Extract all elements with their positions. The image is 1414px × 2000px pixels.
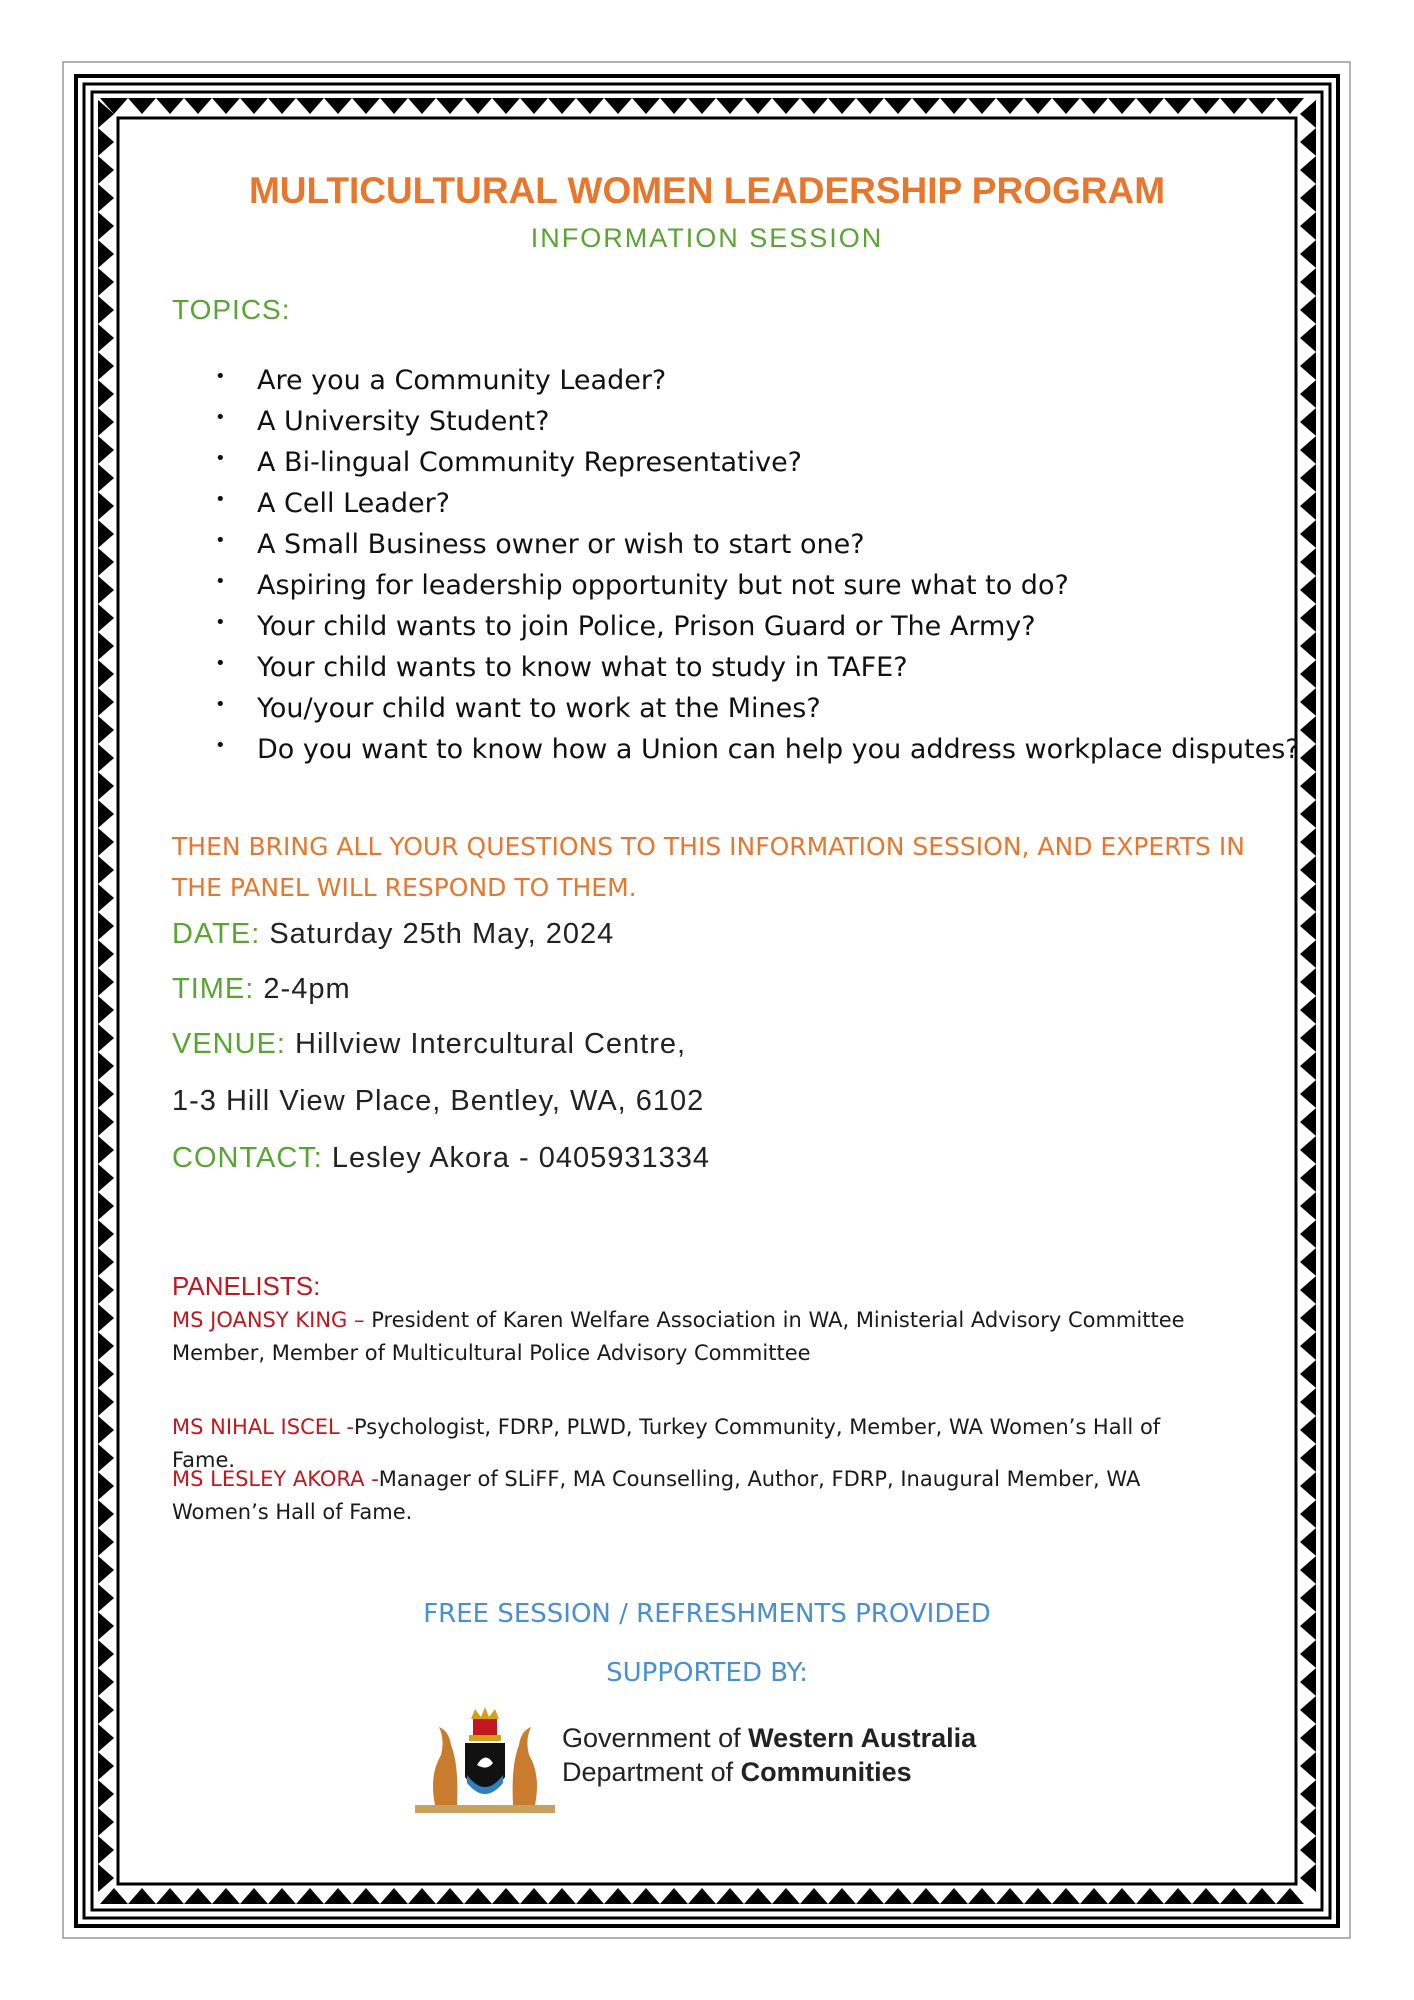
border-triangle <box>1300 632 1316 660</box>
border-triangle <box>98 1304 114 1332</box>
border-triangle <box>1108 1888 1136 1904</box>
border-triangle <box>408 98 436 114</box>
border-triangle <box>1300 912 1316 940</box>
border-triangle <box>98 436 114 464</box>
border-triangle <box>98 352 114 380</box>
time-value: 2-4pm <box>263 973 351 1005</box>
border-triangle <box>1276 98 1304 114</box>
border-triangle <box>1164 1888 1192 1904</box>
border-triangle <box>184 1888 212 1904</box>
border-triangle <box>98 884 114 912</box>
border-triangle <box>98 1808 114 1836</box>
border-triangle <box>98 856 114 884</box>
border-triangle <box>1136 98 1164 114</box>
border-triangle <box>800 98 828 114</box>
border-triangle <box>1052 98 1080 114</box>
border-triangle <box>98 548 114 576</box>
border-triangle <box>1300 464 1316 492</box>
bullet-icon: • <box>215 612 226 633</box>
bullet-icon: • <box>215 530 226 551</box>
border-triangle <box>100 1888 128 1904</box>
border-triangle <box>688 1888 716 1904</box>
border-triangle <box>98 1864 114 1892</box>
border-triangle <box>744 98 772 114</box>
border-triangle <box>98 380 114 408</box>
border-triangle <box>1300 1864 1316 1892</box>
border-triangle <box>98 1276 114 1304</box>
border-triangle <box>1136 1888 1164 1904</box>
list-item: • Aspiring for leadership opportunity but not sure what to do? <box>215 565 1300 606</box>
border-triangle <box>98 1164 114 1192</box>
time-row <box>172 973 351 1006</box>
call-to-action: THEN BRING ALL YOUR QUESTIONS TO THIS INFORMATION SESSION, AND EXPERTS IN THE PANEL WILL RESPOND TO THEM. <box>172 832 1245 902</box>
border-triangle <box>98 1220 114 1248</box>
list-item: • A Bi-lingual Community Representative? <box>215 442 1300 483</box>
border-triangle <box>1300 1332 1316 1360</box>
border-triangle <box>98 520 114 548</box>
border-triangle <box>98 268 114 296</box>
border-triangle <box>660 1888 688 1904</box>
time-label: TIME: <box>172 973 255 1005</box>
border-triangle <box>1300 1752 1316 1780</box>
border-triangle <box>98 1192 114 1220</box>
border-triangle <box>1300 800 1316 828</box>
border-triangle <box>98 1080 114 1108</box>
border-triangle <box>1300 1276 1316 1304</box>
border-triangle <box>98 1472 114 1500</box>
border-triangle <box>604 1888 632 1904</box>
list-item: • Are you a Community Leader? <box>215 360 1300 401</box>
border-triangle <box>1248 98 1276 114</box>
border-triangle <box>98 716 114 744</box>
border-triangle <box>1300 604 1316 632</box>
border-triangle <box>1300 352 1316 380</box>
border-triangle <box>1192 1888 1220 1904</box>
bullet-icon: • <box>215 571 226 592</box>
border-triangle <box>1300 1220 1316 1248</box>
border-triangle <box>1192 98 1220 114</box>
border-triangle <box>772 1888 800 1904</box>
panelist-entry <box>172 1304 1192 1370</box>
border-triangle <box>98 1836 114 1864</box>
border-triangle <box>1300 548 1316 576</box>
border-triangle <box>1300 1780 1316 1808</box>
border-triangle <box>1300 100 1316 128</box>
border-triangle <box>98 1360 114 1388</box>
border-triangle <box>1300 1444 1316 1472</box>
border-triangle <box>660 98 688 114</box>
border-triangle <box>940 98 968 114</box>
border-triangle <box>1300 660 1316 688</box>
border-triangle <box>576 98 604 114</box>
venue-value: Hillview Intercultural Centre, <box>295 1028 687 1060</box>
border-triangle <box>98 1528 114 1556</box>
government-name: Government of Western Australia <box>562 1723 977 1753</box>
border-triangle <box>98 1752 114 1780</box>
border-triangle <box>1300 1164 1316 1192</box>
border-triangle <box>324 1888 352 1904</box>
panelist-description: President of Karen Welfare Association in WA, Ministerial Advisory Committee Member, Member of Multicultural Police Advisory Committee <box>172 1308 1185 1365</box>
border-triangle <box>716 1888 744 1904</box>
border-triangle <box>98 324 114 352</box>
border-triangle <box>98 1388 114 1416</box>
border-triangle <box>98 940 114 968</box>
border-triangle <box>98 1444 114 1472</box>
list-item: • Your child wants to join Police, Prison Guard or The Army? <box>215 606 1300 647</box>
border-triangle <box>1220 1888 1248 1904</box>
free-session-note: FREE SESSION / REFRESHMENTS PROVIDED <box>423 1599 991 1629</box>
border-triangle <box>1300 688 1316 716</box>
border-triangle <box>1300 1696 1316 1724</box>
border-triangle <box>98 688 114 716</box>
border-triangle <box>632 98 660 114</box>
border-triangle <box>98 1500 114 1528</box>
border-triangle <box>1300 1052 1316 1080</box>
border-triangle <box>1300 1388 1316 1416</box>
border-triangle <box>1300 968 1316 996</box>
border-triangle <box>98 1024 114 1052</box>
border-triangle <box>1276 1888 1304 1904</box>
border-triangle <box>1300 128 1316 156</box>
border-triangle <box>156 98 184 114</box>
venue-label: VENUE: <box>172 1028 286 1060</box>
border-triangle <box>1300 1836 1316 1864</box>
border-triangle <box>1300 380 1316 408</box>
border-triangle <box>1300 856 1316 884</box>
border-triangle <box>98 128 114 156</box>
border-triangle <box>800 1888 828 1904</box>
border-triangle <box>688 98 716 114</box>
list-item: • A Small Business owner or wish to start one? <box>215 524 1300 565</box>
border-triangle <box>996 98 1024 114</box>
border-triangle <box>240 1888 268 1904</box>
list-item: • Your child wants to know what to study in TAFE? <box>215 647 1300 688</box>
border-triangle <box>1300 1556 1316 1584</box>
topic-list <box>215 360 1300 770</box>
border-triangle <box>548 1888 576 1904</box>
border-triangle <box>576 1888 604 1904</box>
date-row <box>172 918 614 951</box>
border-triangle <box>1300 1304 1316 1332</box>
border-triangle <box>98 604 114 632</box>
bullet-icon: • <box>215 448 226 469</box>
border-triangle <box>98 1108 114 1136</box>
border-triangle <box>912 1888 940 1904</box>
border-triangle <box>98 1780 114 1808</box>
border-triangle <box>464 1888 492 1904</box>
border-triangle <box>98 800 114 828</box>
border-triangle <box>492 1888 520 1904</box>
border-triangle <box>1300 716 1316 744</box>
border-triangle <box>98 1724 114 1752</box>
border-triangle <box>1300 1192 1316 1220</box>
bullet-icon: • <box>215 694 226 715</box>
bullet-icon: • <box>215 735 226 756</box>
border-triangle <box>1300 996 1316 1024</box>
border-triangle <box>212 98 240 114</box>
contact-value: Lesley Akora - 0405931334 <box>331 1142 711 1174</box>
border-triangle <box>1300 324 1316 352</box>
border-triangle <box>98 828 114 856</box>
border-triangle <box>1024 1888 1052 1904</box>
supported-by-label: SUPPORTED BY: <box>606 1658 808 1688</box>
border-triangle <box>1220 98 1248 114</box>
border-triangle <box>98 772 114 800</box>
panelists-heading: PANELISTS: <box>172 1271 321 1301</box>
border-triangle <box>1300 1108 1316 1136</box>
border-triangle <box>548 98 576 114</box>
border-triangle <box>380 98 408 114</box>
border-triangle <box>1164 98 1192 114</box>
border-triangle <box>1300 1724 1316 1752</box>
border-triangle <box>268 98 296 114</box>
border-triangle <box>884 98 912 114</box>
bullet-icon: • <box>215 489 226 510</box>
date-label: DATE: <box>172 918 261 950</box>
border-triangle <box>1300 1136 1316 1164</box>
panelist-name: MS NIHAL ISCEL - <box>172 1415 354 1439</box>
border-triangle <box>492 98 520 114</box>
border-triangle <box>1108 98 1136 114</box>
border-triangle <box>98 660 114 688</box>
border-triangle <box>1300 744 1316 772</box>
panelist-description: Manager of SLiFF, MA Counselling, Author, FDRP, Inaugural Member, WA Women’s Hall of Fame. <box>172 1467 1141 1524</box>
border-triangle <box>1300 772 1316 800</box>
border-triangle <box>1300 1024 1316 1052</box>
border-triangle <box>856 98 884 114</box>
list-item: • A University Student? <box>215 401 1300 442</box>
border-triangle <box>912 98 940 114</box>
border-triangle <box>1300 1472 1316 1500</box>
border-triangle <box>1052 1888 1080 1904</box>
border-triangle <box>240 98 268 114</box>
border-triangle <box>1248 1888 1276 1904</box>
border-triangle <box>184 98 212 114</box>
border-triangle <box>632 1888 660 1904</box>
list-item: • You/your child want to work at the Mines? <box>215 688 1300 729</box>
border-triangle <box>884 1888 912 1904</box>
border-triangle <box>352 98 380 114</box>
border-triangle <box>1300 268 1316 296</box>
border-triangle <box>98 968 114 996</box>
border-triangle <box>716 98 744 114</box>
border-triangle <box>128 98 156 114</box>
border-triangle <box>268 1888 296 1904</box>
border-triangle <box>128 1888 156 1904</box>
border-triangle <box>98 996 114 1024</box>
contact-row <box>172 1142 710 1175</box>
border-triangle <box>464 98 492 114</box>
page-title: MULTICULTURAL WOMEN LEADERSHIP PROGRAM <box>248 170 1166 211</box>
panelist-name: MS LESLEY AKORA - <box>172 1467 379 1491</box>
border-triangle <box>98 912 114 940</box>
panelist-description: Psychologist, FDRP, PLWD, Turkey Community, Member, WA Women’s Hall of Fame. <box>172 1415 1161 1472</box>
border-triangle <box>98 576 114 604</box>
border-triangle <box>98 1416 114 1444</box>
border-triangle <box>1300 492 1316 520</box>
border-triangle <box>968 1888 996 1904</box>
topics-heading: TOPICS: <box>172 294 291 325</box>
panelist-entry <box>172 1463 1192 1529</box>
border-triangle <box>98 744 114 772</box>
bullet-icon: • <box>215 407 226 428</box>
border-triangle <box>1300 1808 1316 1836</box>
date-value: Saturday 25th May, 2024 <box>269 918 615 950</box>
border-triangle <box>98 1332 114 1360</box>
border-triangle <box>1300 884 1316 912</box>
border-triangle <box>1300 1080 1316 1108</box>
venue-address: 1-3 Hill View Place, Bentley, WA, 6102 <box>172 1085 705 1117</box>
border-triangle <box>1300 1360 1316 1388</box>
border-triangle <box>436 98 464 114</box>
border-triangle <box>1300 828 1316 856</box>
border-triangle <box>1024 98 1052 114</box>
border-triangle <box>1300 1500 1316 1528</box>
border-triangle <box>98 1696 114 1724</box>
border-triangle <box>940 1888 968 1904</box>
venue-row <box>172 1028 686 1061</box>
border-triangle <box>520 1888 548 1904</box>
border-triangle <box>98 1052 114 1080</box>
border-triangle <box>1300 940 1316 968</box>
border-triangle <box>1300 1416 1316 1444</box>
department-name: Department of Communities <box>562 1757 912 1787</box>
border-triangle <box>156 1888 184 1904</box>
list-item: • Do you want to know how a Union can help you address workplace disputes? <box>215 729 1300 770</box>
border-triangle <box>996 1888 1024 1904</box>
border-triangle <box>828 1888 856 1904</box>
page-subtitle: INFORMATION SESSION <box>530 223 884 253</box>
border-triangle <box>1300 576 1316 604</box>
border-triangle <box>1300 1248 1316 1276</box>
border-triangle <box>1300 436 1316 464</box>
panelist-name: MS JOANSY KING – <box>172 1308 365 1332</box>
wa-crest-icon <box>415 1705 555 1817</box>
border-triangle <box>856 1888 884 1904</box>
border-triangle <box>436 1888 464 1904</box>
border-triangle <box>1080 1888 1108 1904</box>
border-triangle <box>604 98 632 114</box>
border-triangle <box>352 1888 380 1904</box>
border-triangle <box>98 1556 114 1584</box>
border-triangle <box>380 1888 408 1904</box>
contact-label: CONTACT: <box>172 1142 323 1174</box>
border-triangle <box>98 1248 114 1276</box>
border-triangle <box>772 98 800 114</box>
border-triangle <box>98 632 114 660</box>
border-triangle <box>1300 1528 1316 1556</box>
border-triangle <box>324 98 352 114</box>
border-triangle <box>98 408 114 436</box>
bullet-icon: • <box>215 366 226 387</box>
border-triangle <box>98 492 114 520</box>
border-triangle <box>296 98 324 114</box>
list-item: • A Cell Leader? <box>215 483 1300 524</box>
border-triangle <box>1300 408 1316 436</box>
border-triangle <box>98 464 114 492</box>
border-triangle <box>744 1888 772 1904</box>
border-triangle <box>98 1136 114 1164</box>
border-triangle <box>98 296 114 324</box>
border-triangle <box>1080 98 1108 114</box>
border-triangle <box>212 1888 240 1904</box>
border-triangle <box>1300 296 1316 324</box>
border-triangle <box>1300 520 1316 548</box>
border-triangle <box>968 98 996 114</box>
border-triangle <box>296 1888 324 1904</box>
border-triangle <box>828 98 856 114</box>
border-triangle <box>408 1888 436 1904</box>
border-triangle <box>520 98 548 114</box>
bullet-icon: • <box>215 653 226 674</box>
